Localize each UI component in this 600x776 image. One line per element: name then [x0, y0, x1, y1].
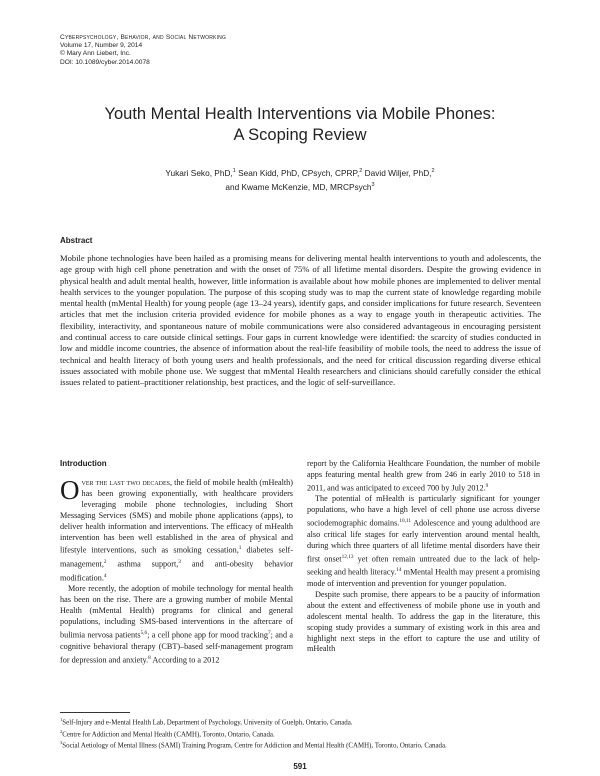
text-run: report by the California Healthcare Foundation, the number of mobile apps featuring mental health grew from 246 in early 2010 to 518 in 2011, and was anticipated to exceed 700 by July 2012. — [307, 459, 540, 493]
title-line-2: A Scoping Review — [233, 126, 367, 144]
author-3-affil: 2 — [431, 168, 435, 174]
footnote-1 — [60, 716, 542, 728]
footnote-3 — [60, 739, 542, 751]
text-run: ; a cell phone app for mood tracking — [147, 630, 268, 640]
article-title — [60, 104, 540, 146]
citation: 2 — [103, 559, 107, 566]
citation: 8 — [148, 654, 151, 661]
text-run: mMental Health may present a promising mode of intervention and prevention for younger population. — [307, 568, 540, 588]
text-run: , the field of mobile health (mHealth) has been growing exponentially, with healthcare providers leveraging mobile phone technologies, including Short Messaging Services (SMS) and mobile phone applications (apps), to deliver health information and interventions. The efficacy of mHealth intervention has been well established in the area of physical and lifestyle interventions, such as smoking cessation, — [60, 478, 294, 556]
text-run: According to a 2012 — [150, 655, 220, 665]
intro-paragraph-3 — [307, 494, 540, 589]
intro-paragraph-continued — [307, 459, 540, 494]
citation: 1 — [238, 545, 242, 552]
author-1: Yukari Seko, PhD, — [165, 167, 233, 178]
text-run: The potential of mHealth is particularly significant for younger populations, who have a high level of cell phone use across diverse sociodemographic domains. — [307, 494, 540, 528]
abstract-heading: Abstract — [60, 236, 93, 245]
text-run: diabetes self-management, — [60, 546, 293, 569]
intro-paragraph-2 — [60, 584, 293, 666]
body-column-left — [60, 475, 294, 666]
affiliation-footnotes — [60, 716, 542, 751]
journal-copyright: © Mary Ann Liebert, Inc. — [60, 50, 131, 58]
citation: 3 — [178, 559, 181, 566]
citation: 5,6 — [140, 629, 148, 636]
author-1-affil: 1 — [232, 168, 236, 174]
author-4: and Kwame McKenzie, MD, MRCPsych — [225, 181, 372, 192]
citation: 12,13 — [341, 553, 354, 560]
footnote-marker: 2 — [60, 728, 63, 734]
text-run: asthma support, — [106, 559, 179, 569]
introduction-heading: Introduction — [60, 459, 107, 468]
author-2: Sean Kidd, PhD, CPsych, CPRP, — [235, 167, 360, 178]
citation: 9 — [485, 482, 489, 489]
journal-header — [60, 34, 226, 67]
footnote-2 — [60, 728, 542, 740]
body-column-right — [307, 459, 540, 655]
journal-volume: Volume 17, Number 9, 2014 — [60, 42, 143, 50]
text-run: Adolescence and young adulthood are also critical life stages for early intervention around mental health, during which three quarters of all lifetime mental disorders have their first onset — [307, 519, 540, 564]
citation: 4 — [103, 572, 107, 579]
footnote-marker: 1 — [60, 717, 63, 722]
intro-paragraph-1 — [60, 475, 294, 584]
citation: 10,11 — [399, 518, 412, 525]
citation: 7 — [267, 629, 271, 636]
abstract-text: Mobile phone technologies have been hailed as a promising means for delivering mental health interventions to youth and adolescents, the age group with high cell phone penetration and with the onset of 75% of all lifetime mental disorders. Despite the growing evidence in physical health and adult mental health, however, little information is available about how mobile phones are implemented to deliver mental health services to the younger population. The purpose of this scoping study was to map the current state of knowledge regarding mobile mental health (mMental Health) for young people (age 13–24 years), identify gaps, and consider implications for future research. Seventeen articles that met the inclusion criteria provided evidence for mobile phones as a way to engage youth in therapeutic activities. The flexibility, interactivity, and spontaneous nature of mobile communications were also considered advantageous in encouraging persistent and continual access to care outside clinical settings. Four gaps in current knowledge were identified: the scarcity of studies conducted in low and middle income countries, the absence of information about the real-life feasibility of mobile tools, the need to address the issue of technical and health literacy of both young users and health professionals, and the need for critical discussion regarding diverse ethical issues associated with mobile phone use. We suggest that mMental Health researchers and clinicians should carefully consider the ethical issues related to patient–practitioner relationship, best practices, and the logic of self-surveillance. — [60, 253, 541, 388]
footnote-rule — [60, 712, 130, 713]
footnote-text: Self-Injury and e-Mental Health Lab, Department of Psychology, University of Guelph, Ontario, Canada. — [62, 719, 353, 727]
footnote-text: Centre for Addiction and Mental Health (CAMH), Toronto, Ontario, Canada. — [62, 731, 275, 738]
title-line-1: Youth Mental Health Interventions via Mobile Phones: — [104, 105, 496, 123]
lead-in-small-caps: ver the last two decades — [81, 478, 170, 487]
intro-paragraph-4: Despite such promise, there appears to be a paucity of information about the extent and effectiveness of mobile phone use in youth and adolescent mental health. To address the gap in the literature, this scoping study provides a summary of existing work in this area and highlight next steps in the effort to capture the use and utility of mHealth — [307, 589, 540, 654]
author-3: David Wiljer, PhD, — [362, 167, 432, 178]
text-run: ; and a cognitive behavioral therapy (CBT)–based self-management program for depression and anxiety. — [60, 630, 293, 665]
text-run: More recently, the adoption of mobile technology for mental health has been on the rise. There are a growing number of mobile Mental Health (mMental Health) programs for clinical and general populations, including SMS-based interventions in the aftercare of bulimia nervosa patients — [60, 584, 293, 640]
journal-doi: DOI: 10.1089/cyber.2014.0078 — [60, 58, 150, 66]
page-number: 591 — [293, 762, 307, 771]
author-line-1 — [60, 165, 540, 179]
author-4-affil: 3 — [371, 181, 375, 188]
text-run: and anti-obesity behavior modification. — [60, 559, 293, 583]
footnote-marker: 3 — [60, 740, 63, 746]
citation: 14 — [396, 567, 402, 574]
drop-cap: O — [60, 475, 80, 505]
journal-name: Cyberpsychology, Behavior, and Social Networking — [60, 34, 227, 41]
text-run: yet often remain untreated due to the lack of help-seeking and health literacy. — [307, 554, 540, 578]
author-2-affil: 2 — [359, 168, 363, 174]
author-line-2 — [60, 179, 540, 193]
author-list — [60, 165, 540, 193]
footnote-text: Social Aetiology of Mental Illness (SAMI) Training Program, Centre for Addiction and Mental Health (CAMH), Toronto, Ontario, Canada. — [62, 742, 447, 750]
